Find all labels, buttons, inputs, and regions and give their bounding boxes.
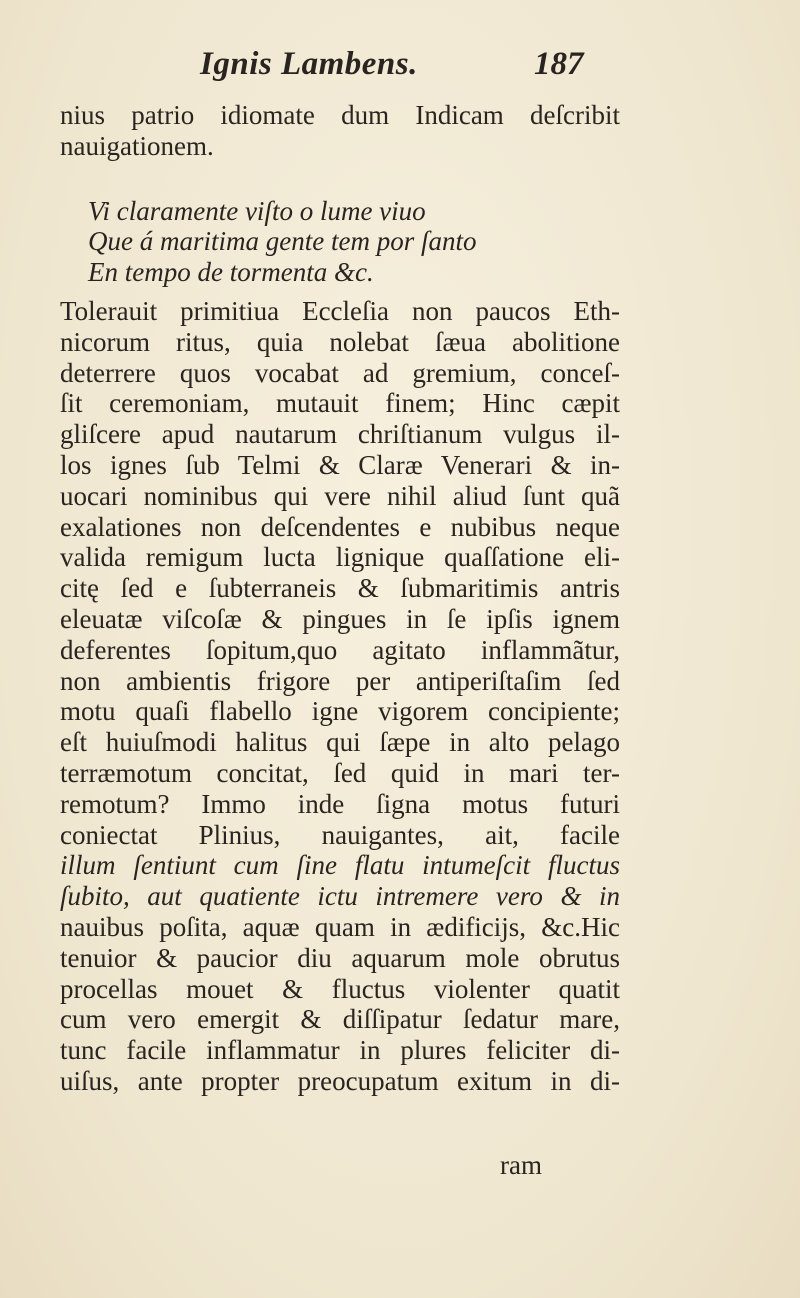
text-line: citę ſed e ſubterraneis & ſubmaritimis antris	[60, 573, 620, 604]
text-line: eſt huiuſmodi halitus qui ſæpe in alto pelago	[60, 727, 620, 758]
text-line: procellas mouet & fluctus violenter quatit	[60, 973, 620, 1004]
verse-line: Que á maritima gente tem por ſanto	[88, 226, 477, 257]
running-title: Ignis Lambens.	[200, 46, 418, 82]
text-line: gliſcere apud nautarum chriſtianum vulgus il-	[60, 419, 620, 450]
verse-line: Vi claramente viſto o lume viuo	[88, 195, 426, 226]
opening-paragraph	[60, 100, 620, 162]
text-line: Tolerauit primitiua Eccleſia non paucos Eth-	[60, 295, 620, 326]
text-line: exalationes non deſcendentes e nubibus neque	[60, 511, 620, 542]
page-number: 187	[534, 46, 584, 82]
text-line: valida remigum lucta lignique quaſſatione eli-	[60, 542, 620, 573]
text-line: los ignes ſub Telmi & Claræ Venerari & in-	[60, 449, 620, 480]
text-line: motu quaſi flabello igne vigorem concipiente;	[60, 696, 620, 727]
text-line: non ambientis frigore per antiperiſtaſim ſed	[60, 665, 620, 696]
text-line-italic: ſubito, aut quatiente ictu intremere vero & in	[60, 881, 620, 912]
text-line-italic: illum ſentiunt cum ſine flatu intumeſcit fluctus	[60, 850, 620, 881]
text-line: tunc facile inflammatur in plures feliciter di-	[60, 1035, 620, 1066]
page-header	[0, 40, 800, 90]
text-line: cum vero emergit & diſſipatur ſedatur mare,	[60, 1004, 620, 1035]
text-line: deterrere quos vocabat ad gremium, conceſ-	[60, 357, 620, 388]
text-line: remotum? Immo inde ſigna motus futuri	[60, 788, 620, 819]
text-line: nauigationem.	[60, 130, 214, 161]
text-line: tenuior & paucior diu aquarum mole obrutus	[60, 942, 620, 973]
text-line: coniectat Plinius, nauigantes, ait, facile	[60, 819, 620, 850]
main-paragraph	[60, 296, 620, 1097]
text-line: nius patrio idiomate dum Indicam deſcribit	[60, 100, 620, 130]
verse-line: En tempo de tormenta &c.	[88, 257, 374, 288]
text-line: uiſus, ante propter preocupatum exitum in di-	[60, 1065, 620, 1096]
body-text	[60, 100, 620, 1097]
verse-quotation	[60, 196, 620, 288]
text-line: terræmotum concitat, ſed quid in mari ter-	[60, 757, 620, 788]
text-line: deferentes ſopitum,quo agitato inflammãtur,	[60, 634, 620, 665]
text-line: nicorum ritus, quia nolebat ſæua abolitione	[60, 326, 620, 357]
text-line: ſit ceremoniam, mutauit finem; Hinc cæpit	[60, 388, 620, 419]
text-line: nauibus poſita, aquæ quam in ædificijs, &c.Hic	[60, 911, 620, 942]
catchword: ram	[500, 1150, 542, 1180]
text-line: eleuatæ viſcoſæ & pingues in ſe ipſis ignem	[60, 603, 620, 634]
text-line: uocari nominibus qui vere nihil aliud ſunt quã	[60, 480, 620, 511]
